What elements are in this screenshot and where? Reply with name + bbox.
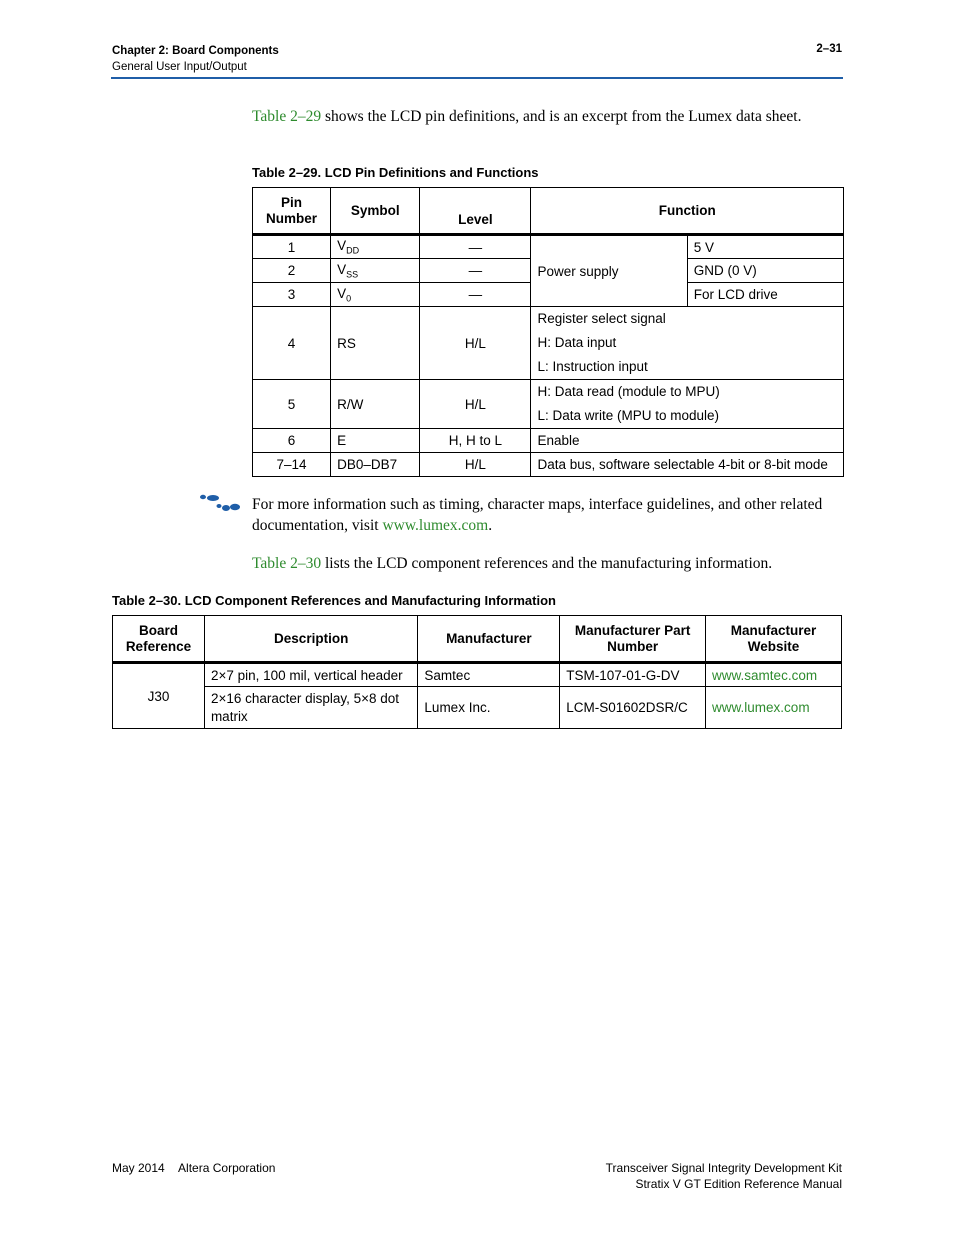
function-line: H: Data input (537, 335, 617, 350)
function-detail-cell: GND (0 V) (687, 259, 843, 283)
level-cell: — (420, 259, 531, 283)
function-line: H: Data read (module to MPU) (537, 384, 720, 399)
footer-right (606, 1160, 842, 1192)
level-cell: H/L (420, 307, 531, 380)
symbol-cell: DB0–DB7 (331, 453, 420, 477)
symbol-cell: RS (331, 307, 420, 380)
footer-left (112, 1160, 275, 1176)
table-row (253, 453, 844, 477)
board-reference-cell: J30 (113, 663, 205, 729)
website-cell (706, 687, 842, 729)
description-cell: 2×7 pin, 100 mil, vertical header (204, 663, 417, 687)
note-tail: . (488, 517, 493, 534)
power-supply-cell: Power supply (531, 235, 687, 307)
function-line: Register select signal (537, 311, 666, 326)
pin-cell: 6 (253, 429, 331, 453)
function-cell: Enable (531, 429, 844, 453)
manufacturer-cell: Lumex Inc. (418, 687, 560, 729)
table-row (253, 235, 844, 259)
function-cell: Data bus, software selectable 4-bit or 8-bit mode (531, 453, 844, 477)
footer-title-line2: Stratix V GT Edition Reference Manual (635, 1177, 842, 1191)
pin-cell: 1 (253, 235, 331, 259)
para2-text: lists the LCD component references and the manufacturing information. (321, 555, 773, 572)
function-line: L: Data write (MPU to module) (537, 408, 720, 423)
table-row (113, 663, 842, 687)
table-2-30-link[interactable]: Table 2–30 (252, 555, 322, 572)
note-paragraph (252, 494, 844, 536)
pin-cell: 5 (253, 380, 331, 429)
table-row (253, 429, 844, 453)
pin-cell: 2 (253, 259, 331, 283)
col-level: Level (420, 188, 531, 235)
part-number-cell: TSM-107-01-G-DV (560, 663, 706, 687)
symbol-cell: $V_{SS}$ (331, 259, 420, 283)
section-title: General User Input/Output (112, 61, 247, 73)
function-detail-cell: For LCD drive (687, 283, 843, 307)
footer-date: May 2014 (112, 1161, 165, 1175)
level-cell: — (420, 235, 531, 259)
function-cell (531, 307, 844, 380)
symbol-cell: $V_0$ (331, 283, 420, 307)
level-cell: H/L (420, 453, 531, 477)
col-symbol: Symbol (331, 188, 420, 235)
col-manufacturer: Manufacturer (418, 616, 560, 663)
part-number-cell: LCM-S01602DSR/C (560, 687, 706, 729)
col-function: Function (531, 188, 844, 235)
col-board-reference: Board Reference (113, 616, 205, 663)
pin-cell: 3 (253, 283, 331, 307)
table-2-29-link[interactable]: Table 2–29 (252, 108, 322, 125)
table-2-30-intro (252, 553, 844, 574)
table-row (253, 380, 844, 429)
footer-company: Altera Corporation (178, 1161, 276, 1175)
function-cell (531, 380, 844, 429)
table-2-30-caption: Table 2–30. LCD Component References and Manufacturing Information (112, 593, 556, 608)
function-line: L: Instruction input (537, 359, 648, 374)
col-pin-number: Pin Number (253, 188, 331, 235)
samtec-link[interactable]: www.samtec.com (712, 667, 818, 683)
table-header-row (253, 188, 844, 235)
manufacturer-cell: Samtec (418, 663, 560, 687)
col-part-number: Manufacturer Part Number (560, 616, 706, 663)
page-number: 2–31 (816, 43, 842, 55)
lumex-website-link[interactable]: www.lumex.com (712, 700, 810, 715)
header-rule (111, 77, 843, 79)
symbol-cell: E (331, 429, 420, 453)
level-cell: H, H to L (420, 429, 531, 453)
function-detail-cell: 5 V (687, 235, 843, 259)
footprints-icon (199, 494, 241, 514)
description-cell: 2×16 character display, 5×8 dot matrix (204, 687, 417, 729)
website-cell (706, 663, 842, 687)
pin-cell: 4 (253, 307, 331, 380)
level-cell: — (420, 283, 531, 307)
table-row (253, 307, 844, 380)
pin-cell: 7–14 (253, 453, 331, 477)
lcd-component-table (112, 615, 842, 729)
intro-text: shows the LCD pin definitions, and is an excerpt from the Lumex data sheet. (321, 108, 802, 125)
symbol-cell: $V_{DD}$ (331, 235, 420, 259)
lcd-pin-table (252, 187, 844, 477)
col-website: Manufacturer Website (706, 616, 842, 663)
table-row (113, 687, 842, 729)
table-header-row (113, 616, 842, 663)
col-description: Description (204, 616, 417, 663)
footer-title-line1: Transceiver Signal Integrity Development Kit (605, 1161, 842, 1175)
running-header (112, 43, 279, 75)
lumex-link[interactable]: www.lumex.com (382, 517, 489, 534)
chapter-title: Chapter 2: Board Components (112, 45, 279, 57)
note-text: For more information such as timing, character maps, interface guidelines, and other related documentation, visit (252, 496, 823, 534)
symbol-cell: R/W (331, 380, 420, 429)
intro-paragraph (252, 106, 842, 127)
table-2-29-caption: Table 2–29. LCD Pin Definitions and Functions (252, 165, 539, 180)
level-cell: H/L (420, 380, 531, 429)
